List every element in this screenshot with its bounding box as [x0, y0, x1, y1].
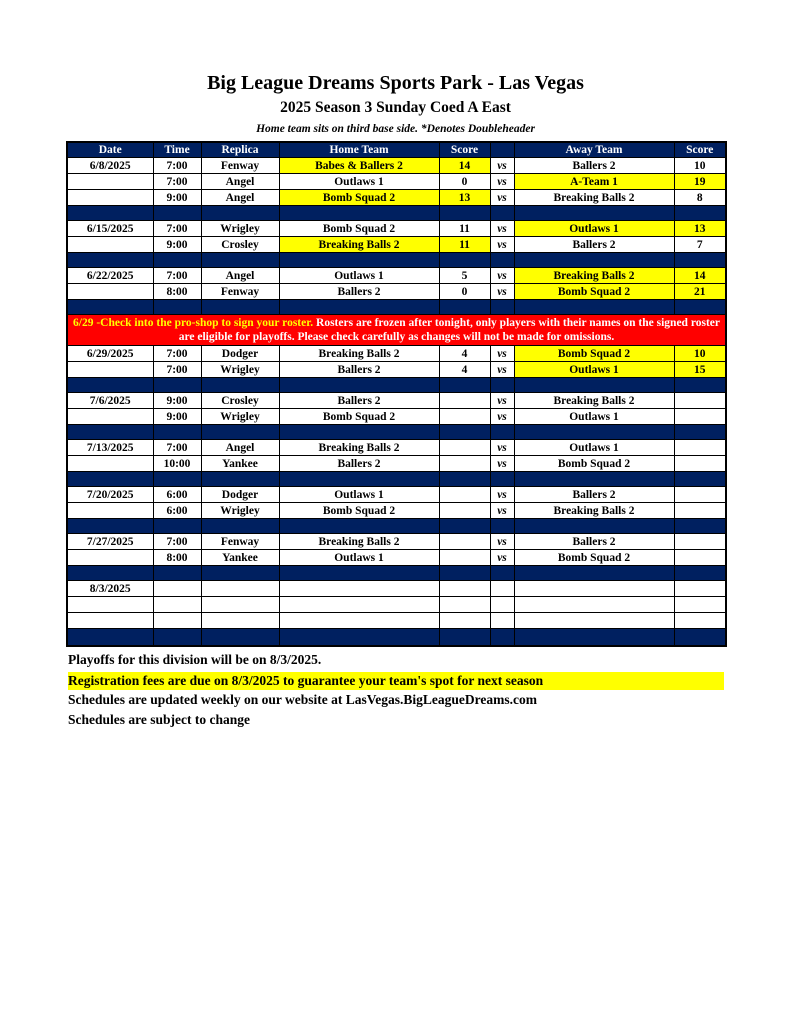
separator-cell — [490, 300, 514, 315]
time-cell — [153, 581, 201, 597]
home-score-cell: 13 — [439, 190, 490, 206]
home-team-cell: Babes & Ballers 2 — [279, 158, 439, 174]
column-header-away-team: Away Team — [514, 142, 674, 158]
separator-cell — [674, 519, 726, 534]
time-cell: 7:00 — [153, 440, 201, 456]
replica-cell: Crosley — [201, 237, 279, 253]
separator-cell — [490, 472, 514, 487]
replica-cell: Fenway — [201, 158, 279, 174]
home-score-cell: 14 — [439, 158, 490, 174]
home-score-cell: 4 — [439, 362, 490, 378]
table-row — [67, 581, 726, 597]
separator-cell — [153, 472, 201, 487]
away-team-cell: A-Team 1 — [514, 174, 674, 190]
time-cell: 7:00 — [153, 362, 201, 378]
separator-cell — [279, 472, 439, 487]
roster-notice — [67, 315, 726, 346]
vs-cell: vs — [490, 158, 514, 174]
separator-cell — [490, 425, 514, 440]
date-cell: 6/8/2025 — [67, 158, 153, 174]
date-cell — [67, 284, 153, 300]
separator-cell — [201, 472, 279, 487]
separator-cell — [439, 425, 490, 440]
separator-row — [67, 253, 726, 268]
home-team-cell — [279, 613, 439, 629]
home-team-cell: Breaking Balls 2 — [279, 237, 439, 253]
separator-row — [67, 425, 726, 440]
vs-cell: vs — [490, 346, 514, 362]
separator-cell — [439, 629, 490, 647]
separator-cell — [490, 253, 514, 268]
home-team-cell: Bomb Squad 2 — [279, 221, 439, 237]
separator-cell — [153, 300, 201, 315]
separator-cell — [674, 629, 726, 647]
home-score-cell: 4 — [439, 346, 490, 362]
separator-cell — [674, 472, 726, 487]
separator-cell — [201, 629, 279, 647]
away-score-cell — [674, 503, 726, 519]
separator-row — [67, 629, 726, 647]
date-cell: 8/3/2025 — [67, 581, 153, 597]
replica-cell: Fenway — [201, 284, 279, 300]
away-team-cell: Bomb Squad 2 — [514, 456, 674, 472]
registration-note: Registration fees are due on 8/3/2025 to guarantee your team's spot for next season — [68, 672, 724, 690]
separator-cell — [514, 519, 674, 534]
separator-row — [67, 378, 726, 393]
away-team-cell: Ballers 2 — [514, 158, 674, 174]
away-score-cell — [674, 534, 726, 550]
date-cell — [67, 550, 153, 566]
away-team-cell: Bomb Squad 2 — [514, 550, 674, 566]
home-team-cell: Outlaws 1 — [279, 268, 439, 284]
separator-cell — [279, 566, 439, 581]
separator-cell — [439, 519, 490, 534]
separator-cell — [490, 206, 514, 221]
away-team-cell: Outlaws 1 — [514, 221, 674, 237]
vs-cell: vs — [490, 174, 514, 190]
away-team-cell: Outlaws 1 — [514, 440, 674, 456]
column-header-home-team: Home Team — [279, 142, 439, 158]
away-score-cell: 7 — [674, 237, 726, 253]
date-cell — [67, 613, 153, 629]
away-team-cell: Breaking Balls 2 — [514, 268, 674, 284]
home-score-cell — [439, 487, 490, 503]
home-score-cell — [439, 550, 490, 566]
time-cell: 9:00 — [153, 237, 201, 253]
away-score-cell — [674, 440, 726, 456]
away-score-cell: 10 — [674, 158, 726, 174]
separator-cell — [514, 566, 674, 581]
column-header-time: Time — [153, 142, 201, 158]
table-row — [67, 158, 726, 174]
away-team-cell: Bomb Squad 2 — [514, 346, 674, 362]
table-row — [67, 237, 726, 253]
separator-cell — [674, 378, 726, 393]
replica-cell: Wrigley — [201, 503, 279, 519]
replica-cell: Yankee — [201, 456, 279, 472]
roster-notice-highlight: 6/29 -Check into the pro-shop to sign your roster. — [73, 317, 314, 329]
date-cell — [67, 362, 153, 378]
home-team-cell: Ballers 2 — [279, 284, 439, 300]
date-cell — [67, 237, 153, 253]
separator-cell — [279, 425, 439, 440]
away-team-cell: Breaking Balls 2 — [514, 190, 674, 206]
date-cell: 6/29/2025 — [67, 346, 153, 362]
separator-row — [67, 300, 726, 315]
table-row — [67, 440, 726, 456]
separator-cell — [153, 519, 201, 534]
home-score-cell — [439, 456, 490, 472]
replica-cell: Wrigley — [201, 409, 279, 425]
away-team-cell: Breaking Balls 2 — [514, 393, 674, 409]
home-team-cell: Ballers 2 — [279, 456, 439, 472]
home-team-cell — [279, 581, 439, 597]
home-score-cell: 5 — [439, 268, 490, 284]
separator-cell — [67, 378, 153, 393]
separator-row — [67, 566, 726, 581]
separator-cell — [439, 253, 490, 268]
website-note: Schedules are updated weekly on our website at LasVegas.BigLeagueDreams.com — [68, 692, 538, 707]
home-score-cell: 0 — [439, 174, 490, 190]
column-header-replica: Replica — [201, 142, 279, 158]
vs-cell: vs — [490, 503, 514, 519]
date-cell — [67, 190, 153, 206]
time-cell — [153, 613, 201, 629]
away-score-cell: 21 — [674, 284, 726, 300]
vs-cell — [490, 581, 514, 597]
away-score-cell — [674, 487, 726, 503]
vs-cell: vs — [490, 393, 514, 409]
home-team-note: Home team sits on third base side. *Denotes Doubleheader — [256, 123, 535, 135]
table-row — [67, 613, 726, 629]
date-cell — [67, 503, 153, 519]
table-row — [67, 362, 726, 378]
home-team-cell: Ballers 2 — [279, 362, 439, 378]
table-row — [67, 284, 726, 300]
vs-cell: vs — [490, 550, 514, 566]
replica-cell: Dodger — [201, 346, 279, 362]
separator-cell — [514, 300, 674, 315]
separator-row — [67, 519, 726, 534]
time-cell: 10:00 — [153, 456, 201, 472]
separator-cell — [490, 378, 514, 393]
away-team-cell: Ballers 2 — [514, 534, 674, 550]
time-cell: 7:00 — [153, 174, 201, 190]
table-row — [67, 456, 726, 472]
table-row — [67, 597, 726, 613]
time-cell: 9:00 — [153, 393, 201, 409]
page-title: Big League Dreams Sports Park - Las Vegas — [207, 72, 584, 94]
separator-cell — [439, 300, 490, 315]
away-score-cell: 8 — [674, 190, 726, 206]
time-cell: 7:00 — [153, 346, 201, 362]
date-cell: 6/15/2025 — [67, 221, 153, 237]
home-score-cell: 11 — [439, 237, 490, 253]
separator-cell — [201, 566, 279, 581]
date-cell: 6/22/2025 — [67, 268, 153, 284]
away-team-cell — [514, 581, 674, 597]
separator-cell — [67, 472, 153, 487]
schedule-body — [67, 142, 726, 646]
subject-to-change-note: Schedules are subject to change — [68, 712, 250, 727]
separator-cell — [201, 206, 279, 221]
away-team-cell: Ballers 2 — [514, 487, 674, 503]
away-score-cell: 10 — [674, 346, 726, 362]
replica-cell — [201, 613, 279, 629]
replica-cell: Angel — [201, 174, 279, 190]
time-cell: 6:00 — [153, 503, 201, 519]
column-header-date: Date — [67, 142, 153, 158]
vs-cell: vs — [490, 190, 514, 206]
separator-cell — [514, 425, 674, 440]
vs-cell: vs — [490, 362, 514, 378]
away-team-cell: Outlaws 1 — [514, 409, 674, 425]
roster-notice-row — [67, 315, 726, 346]
home-score-cell — [439, 503, 490, 519]
away-team-cell: Breaking Balls 2 — [514, 503, 674, 519]
date-cell: 7/6/2025 — [67, 393, 153, 409]
separator-cell — [67, 253, 153, 268]
table-row — [67, 487, 726, 503]
away-team-cell — [514, 613, 674, 629]
home-team-cell: Outlaws 1 — [279, 550, 439, 566]
replica-cell: Wrigley — [201, 362, 279, 378]
separator-cell — [153, 425, 201, 440]
separator-cell — [279, 519, 439, 534]
separator-cell — [67, 566, 153, 581]
separator-cell — [439, 378, 490, 393]
table-row — [67, 268, 726, 284]
vs-cell: vs — [490, 440, 514, 456]
separator-cell — [153, 206, 201, 221]
table-row — [67, 534, 726, 550]
replica-cell: Crosley — [201, 393, 279, 409]
vs-cell — [490, 613, 514, 629]
date-cell — [67, 597, 153, 613]
table-row — [67, 550, 726, 566]
separator-row — [67, 206, 726, 221]
away-team-cell: Bomb Squad 2 — [514, 284, 674, 300]
separator-cell — [201, 300, 279, 315]
away-team-cell: Outlaws 1 — [514, 362, 674, 378]
home-score-cell: 0 — [439, 284, 490, 300]
away-score-cell — [674, 581, 726, 597]
separator-cell — [279, 206, 439, 221]
separator-cell — [490, 519, 514, 534]
replica-cell — [201, 597, 279, 613]
separator-cell — [439, 566, 490, 581]
separator-cell — [674, 300, 726, 315]
separator-cell — [201, 378, 279, 393]
away-team-cell: Ballers 2 — [514, 237, 674, 253]
replica-cell — [201, 581, 279, 597]
date-cell — [67, 409, 153, 425]
home-team-cell: Breaking Balls 2 — [279, 440, 439, 456]
away-score-cell — [674, 597, 726, 613]
home-team-cell: Outlaws 1 — [279, 487, 439, 503]
replica-cell: Wrigley — [201, 221, 279, 237]
time-cell: 7:00 — [153, 534, 201, 550]
away-score-cell — [674, 393, 726, 409]
time-cell: 7:00 — [153, 221, 201, 237]
separator-cell — [201, 425, 279, 440]
home-team-cell: Ballers 2 — [279, 393, 439, 409]
separator-cell — [67, 629, 153, 647]
vs-cell: vs — [490, 284, 514, 300]
separator-cell — [674, 206, 726, 221]
separator-cell — [674, 253, 726, 268]
date-cell — [67, 174, 153, 190]
home-team-cell: Breaking Balls 2 — [279, 346, 439, 362]
separator-cell — [514, 472, 674, 487]
home-score-cell — [439, 393, 490, 409]
home-team-cell: Bomb Squad 2 — [279, 190, 439, 206]
table-row — [67, 393, 726, 409]
separator-cell — [67, 300, 153, 315]
separator-cell — [279, 378, 439, 393]
home-team-cell: Breaking Balls 2 — [279, 534, 439, 550]
vs-cell: vs — [490, 237, 514, 253]
playoffs-note: Playoffs for this division will be on 8/3/2025. — [68, 652, 322, 667]
table-row — [67, 221, 726, 237]
separator-cell — [67, 425, 153, 440]
table-row — [67, 190, 726, 206]
home-team-cell — [279, 597, 439, 613]
column-header-vs — [490, 142, 514, 158]
separator-cell — [490, 566, 514, 581]
away-score-cell — [674, 456, 726, 472]
separator-cell — [439, 472, 490, 487]
replica-cell: Angel — [201, 190, 279, 206]
column-header-away-score: Score — [674, 142, 726, 158]
replica-cell: Fenway — [201, 534, 279, 550]
separator-cell — [201, 253, 279, 268]
separator-cell — [674, 566, 726, 581]
vs-cell: vs — [490, 409, 514, 425]
away-team-cell — [514, 597, 674, 613]
separator-cell — [514, 253, 674, 268]
home-team-cell: Bomb Squad 2 — [279, 409, 439, 425]
time-cell: 7:00 — [153, 268, 201, 284]
roster-notice-text: Rosters are frozen after tonight, only players with their names on the signed roster are eligible for playoffs. Please check carefully as changes will not be made for omissions. — [178, 317, 720, 343]
home-score-cell: 11 — [439, 221, 490, 237]
replica-cell: Angel — [201, 440, 279, 456]
separator-cell — [514, 206, 674, 221]
separator-cell — [201, 519, 279, 534]
separator-cell — [514, 378, 674, 393]
time-cell: 7:00 — [153, 158, 201, 174]
vs-cell: vs — [490, 487, 514, 503]
schedule-table — [66, 141, 727, 647]
replica-cell: Dodger — [201, 487, 279, 503]
date-cell: 7/13/2025 — [67, 440, 153, 456]
vs-cell: vs — [490, 268, 514, 284]
separator-cell — [153, 253, 201, 268]
column-header-home-score: Score — [439, 142, 490, 158]
table-row — [67, 174, 726, 190]
home-score-cell — [439, 440, 490, 456]
vs-cell — [490, 597, 514, 613]
away-score-cell: 14 — [674, 268, 726, 284]
separator-cell — [439, 206, 490, 221]
separator-cell — [153, 566, 201, 581]
separator-cell — [153, 378, 201, 393]
vs-cell: vs — [490, 221, 514, 237]
home-score-cell — [439, 581, 490, 597]
separator-cell — [153, 629, 201, 647]
separator-cell — [279, 629, 439, 647]
table-row — [67, 503, 726, 519]
time-cell: 9:00 — [153, 409, 201, 425]
division-subtitle: 2025 Season 3 Sunday Coed A East — [280, 99, 511, 116]
separator-cell — [674, 425, 726, 440]
table-row — [67, 409, 726, 425]
away-score-cell: 15 — [674, 362, 726, 378]
away-score-cell: 13 — [674, 221, 726, 237]
vs-cell: vs — [490, 534, 514, 550]
home-score-cell — [439, 613, 490, 629]
separator-cell — [514, 629, 674, 647]
separator-cell — [67, 519, 153, 534]
home-team-cell: Outlaws 1 — [279, 174, 439, 190]
time-cell: 6:00 — [153, 487, 201, 503]
table-header-row — [67, 142, 726, 158]
separator-row — [67, 472, 726, 487]
away-score-cell — [674, 550, 726, 566]
date-cell — [67, 456, 153, 472]
replica-cell: Yankee — [201, 550, 279, 566]
time-cell: 8:00 — [153, 550, 201, 566]
table-row — [67, 346, 726, 362]
home-team-cell: Bomb Squad 2 — [279, 503, 439, 519]
replica-cell: Angel — [201, 268, 279, 284]
away-score-cell — [674, 409, 726, 425]
time-cell — [153, 597, 201, 613]
separator-cell — [279, 300, 439, 315]
time-cell: 9:00 — [153, 190, 201, 206]
time-cell: 8:00 — [153, 284, 201, 300]
separator-cell — [490, 629, 514, 647]
vs-cell: vs — [490, 456, 514, 472]
separator-cell — [279, 253, 439, 268]
home-score-cell — [439, 409, 490, 425]
away-score-cell: 19 — [674, 174, 726, 190]
home-score-cell — [439, 534, 490, 550]
date-cell: 7/27/2025 — [67, 534, 153, 550]
home-score-cell — [439, 597, 490, 613]
separator-cell — [67, 206, 153, 221]
date-cell: 7/20/2025 — [67, 487, 153, 503]
away-score-cell — [674, 613, 726, 629]
